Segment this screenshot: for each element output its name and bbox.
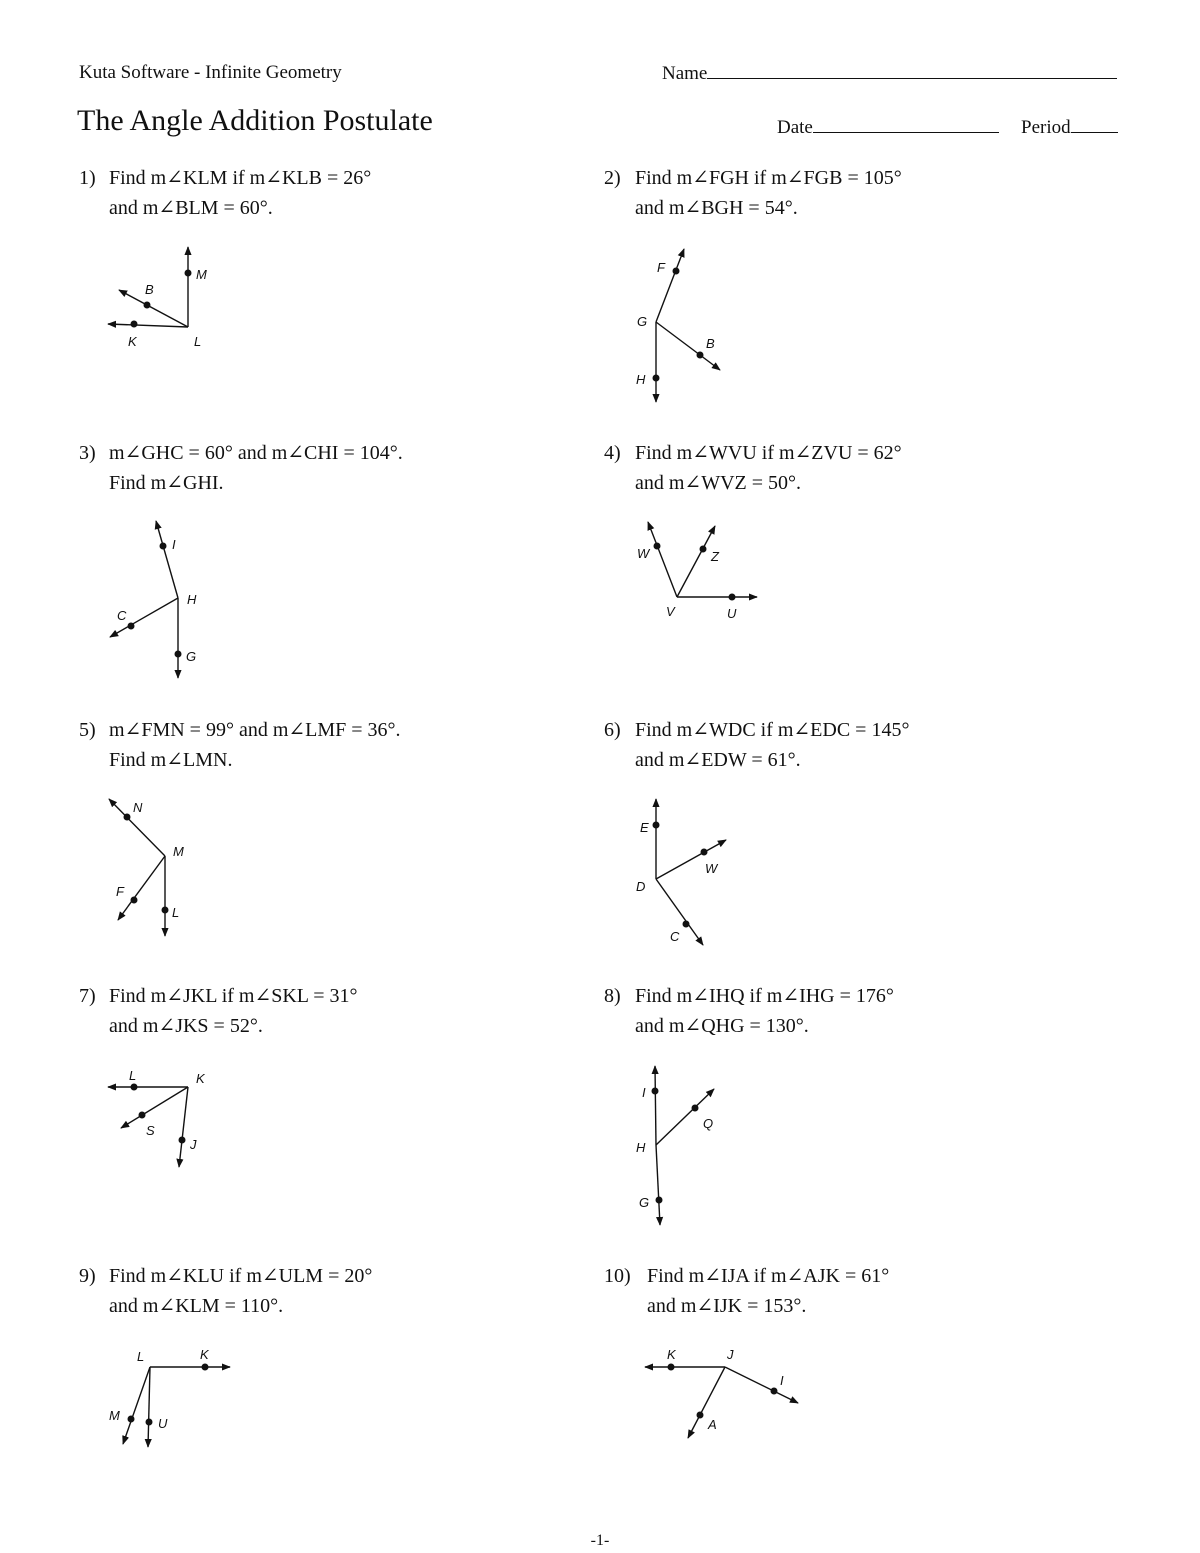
point-label: G: [639, 1195, 650, 1210]
figure-3: [95, 510, 225, 690]
problem-6: [604, 715, 1144, 775]
figure-8: [625, 1060, 735, 1235]
figure-10: [625, 1340, 815, 1450]
point-label: U: [158, 1416, 168, 1431]
problem-number: 1): [79, 167, 96, 189]
vertex-label: M: [173, 844, 184, 859]
point-label: Q: [703, 1116, 714, 1131]
vertex-label: V: [666, 604, 675, 619]
figure-9: [95, 1340, 245, 1460]
problem-statement-cont: and m∠JKS = 52°.: [109, 1015, 263, 1037]
point-label: B: [706, 336, 715, 351]
vertex-label: H: [636, 1140, 646, 1155]
problem-9: [79, 1261, 539, 1321]
problem-statement: Find m∠FGH if m∠FGB = 105°: [635, 167, 902, 189]
vertex-label: J: [727, 1347, 734, 1362]
point-label: B: [145, 282, 154, 297]
point-label: I: [172, 537, 176, 552]
vertex-label: G: [637, 314, 648, 329]
problem-statement-cont: and m∠KLM = 110°.: [109, 1295, 284, 1317]
problem-statement: m∠GHC = 60° and m∠CHI = 104°.: [109, 442, 403, 464]
point-label: C: [670, 929, 680, 944]
period-label: Period: [1021, 117, 1071, 138]
problem-statement-cont: and m∠QHG = 130°.: [635, 1015, 809, 1037]
problem-number: 3): [79, 442, 96, 464]
problem-1: [79, 163, 539, 223]
figure-2: [620, 240, 750, 410]
problem-number: 10): [604, 1265, 631, 1287]
name-blank[interactable]: [707, 62, 1117, 79]
problem-statement: Find m∠IHQ if m∠IHG = 176°: [635, 985, 894, 1007]
point-label: L: [129, 1068, 137, 1083]
figure-6: [625, 790, 755, 950]
figure-5: [95, 790, 215, 940]
problem-statement-cont: Find m∠GHI.: [109, 472, 224, 494]
point-label: I: [780, 1373, 784, 1388]
vertex-label: L: [194, 334, 202, 349]
point-label: A: [708, 1417, 717, 1432]
problem-statement-cont: and m∠WVZ = 50°.: [635, 472, 802, 494]
point-label: W: [637, 546, 650, 561]
point-label: S: [146, 1123, 155, 1138]
name-field[interactable]: [662, 62, 1117, 85]
point-label: L: [172, 905, 180, 920]
page-number: -1-: [590, 1532, 610, 1549]
problem-number: 6): [604, 719, 621, 741]
problem-8: [604, 981, 1144, 1041]
vertex-label: D: [636, 879, 646, 894]
problem-statement: Find m∠WDC if m∠EDC = 145°: [635, 719, 910, 741]
vertex-label: K: [196, 1071, 205, 1086]
point-label: H: [636, 372, 646, 387]
problem-statement: Find m∠KLM if m∠KLB = 26°: [109, 167, 372, 189]
problem-2: [604, 163, 1144, 223]
problem-statement: m∠FMN = 99° and m∠LMF = 36°.: [109, 719, 401, 741]
problem-number: 5): [79, 719, 96, 741]
problem-5: [79, 715, 539, 775]
point-label: K: [667, 1347, 676, 1362]
problem-7: [79, 981, 539, 1041]
point-label: M: [196, 267, 207, 282]
point-label: W: [705, 861, 718, 876]
point-label: E: [640, 820, 649, 835]
period-field[interactable]: [1021, 116, 1118, 139]
name-label: Name: [662, 63, 708, 84]
problem-number: 9): [79, 1265, 96, 1287]
problem-statement-cont: and m∠BGH = 54°.: [635, 197, 798, 219]
problem-statement: Find m∠WVU if m∠ZVU = 62°: [635, 442, 902, 464]
problem-number: 8): [604, 985, 621, 1007]
date-blank[interactable]: [813, 116, 999, 133]
date-label: Date: [777, 117, 813, 138]
problem-statement: Find m∠KLU if m∠ULM = 20°: [109, 1265, 373, 1287]
point-label: G: [186, 649, 197, 664]
publisher-label: Kuta Software - Infinite Geometry: [79, 62, 342, 83]
problem-statement-cont: and m∠BLM = 60°.: [109, 197, 273, 219]
worksheet-title: The Angle Addition Postulate: [77, 104, 433, 137]
problem-number: 7): [79, 985, 96, 1007]
point-label: F: [657, 260, 665, 275]
point-label: U: [727, 606, 737, 621]
problem-statement-cont: Find m∠LMN.: [109, 749, 233, 771]
point-label: N: [133, 800, 143, 815]
point-label: J: [190, 1137, 197, 1152]
vertex-label: H: [187, 592, 197, 607]
problem-statement-cont: and m∠EDW = 61°.: [635, 749, 801, 771]
date-field[interactable]: [777, 116, 999, 139]
point-label: K: [200, 1347, 209, 1362]
problem-statement: Find m∠IJA if m∠AJK = 61°: [647, 1265, 890, 1287]
figure-4: [625, 510, 775, 630]
problem-4: [604, 438, 1144, 498]
problem-statement-cont: and m∠IJK = 153°.: [647, 1295, 807, 1317]
problem-statement: Find m∠JKL if m∠SKL = 31°: [109, 985, 358, 1007]
point-label: K: [128, 334, 137, 349]
period-blank[interactable]: [1071, 116, 1118, 133]
vertex-label: L: [137, 1349, 145, 1364]
figure-1: [90, 230, 250, 370]
problem-10: [604, 1261, 1144, 1321]
problem-3: [79, 438, 539, 498]
point-label: Z: [711, 549, 719, 564]
problem-number: 4): [604, 442, 621, 464]
point-label: I: [642, 1085, 646, 1100]
point-label: C: [117, 608, 127, 623]
point-label: M: [109, 1408, 120, 1423]
figure-7: [95, 1060, 225, 1180]
point-label: F: [116, 884, 124, 899]
problem-number: 2): [604, 167, 621, 189]
